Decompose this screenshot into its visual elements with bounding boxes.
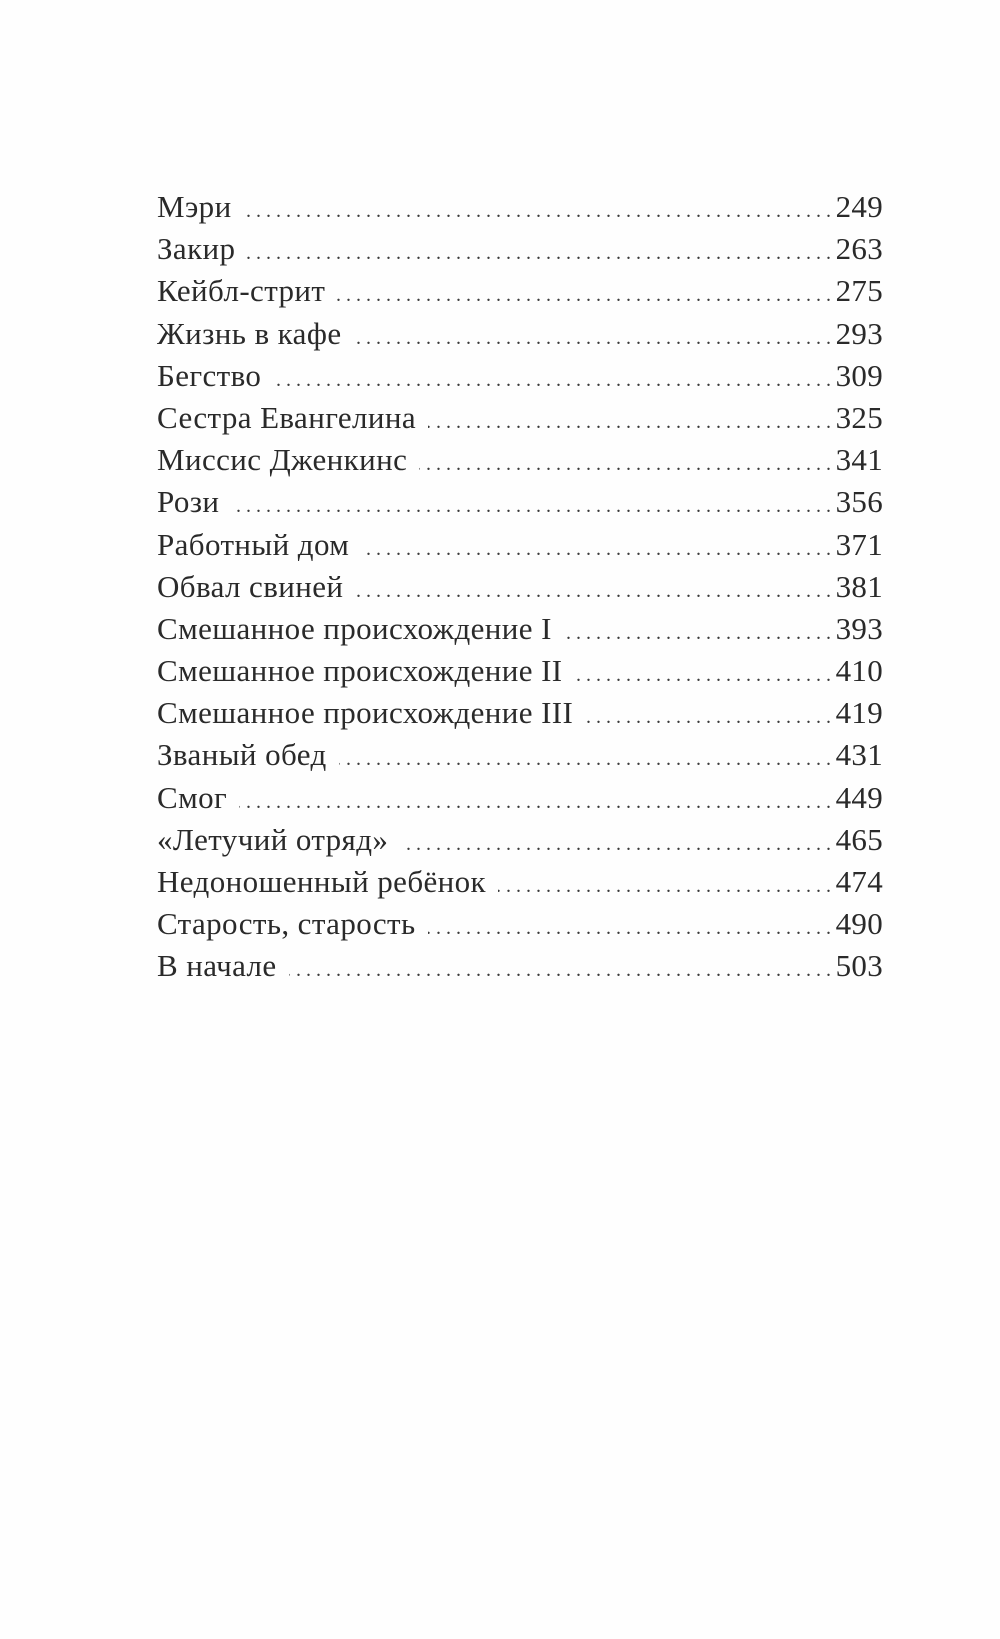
dot-leader — [585, 696, 831, 738]
toc-entry — [157, 186, 883, 228]
dot-leader — [564, 612, 831, 654]
toc-entry — [157, 397, 883, 439]
toc-entry-title: Миссис Дженкинс — [157, 442, 408, 478]
dot-leader — [353, 317, 831, 359]
toc-entry-title: Смешанное происхождение III — [157, 695, 574, 731]
toc-entry-title: Работный дом — [157, 526, 350, 562]
dot-leader — [355, 570, 831, 612]
toc-entry — [157, 313, 883, 355]
toc-entry-title: «Летучий отряд» — [157, 821, 389, 857]
toc-entry-page: 381 — [835, 568, 883, 604]
toc-entry — [157, 777, 883, 819]
toc-entry-page: 410 — [835, 653, 883, 689]
toc-entry-page: 449 — [835, 779, 883, 815]
dot-leader — [400, 823, 831, 865]
toc-entry — [157, 481, 883, 523]
toc-entry-page: 490 — [835, 906, 883, 942]
toc-entry-page: 325 — [835, 399, 883, 435]
toc-entry-title: В начале — [157, 948, 277, 984]
toc-entry-title: Рози — [157, 484, 220, 520]
toc-entry-page: 356 — [835, 484, 883, 520]
toc-entry — [157, 228, 883, 270]
dot-leader — [247, 232, 831, 274]
toc-entry-title: Закир — [157, 231, 236, 267]
toc-entry-page: 275 — [835, 273, 883, 309]
dot-leader — [419, 443, 831, 485]
dot-leader — [498, 865, 831, 907]
toc-entry-title: Званый обед — [157, 737, 327, 773]
dot-leader — [428, 907, 831, 949]
toc-entry-title: Смешанное происхождение II — [157, 653, 563, 689]
dot-leader — [244, 190, 831, 232]
toc-entry-title: Сестра Евангелина — [157, 399, 417, 435]
toc-entry-page: 309 — [835, 357, 883, 393]
toc-entry — [157, 903, 883, 945]
toc-entry-title: Смог — [157, 779, 228, 815]
toc-entry-page: 341 — [835, 442, 883, 478]
toc-entry-title: Бегство — [157, 357, 262, 393]
dot-leader — [428, 401, 831, 443]
dot-leader — [337, 274, 831, 316]
toc-entry-title: Кейбл-стрит — [157, 273, 326, 309]
table-of-contents — [157, 186, 883, 988]
toc-entry-page: 431 — [835, 737, 883, 773]
toc-entry — [157, 439, 883, 481]
dot-leader — [289, 949, 831, 991]
toc-entry — [157, 650, 883, 692]
toc-entry-title: Обвал свиней — [157, 568, 344, 604]
toc-entry-page: 263 — [835, 231, 883, 267]
toc-entry — [157, 524, 883, 566]
dot-leader — [361, 528, 831, 570]
toc-entry — [157, 608, 883, 650]
toc-entry-page: 503 — [835, 948, 883, 984]
toc-entry-page: 465 — [835, 821, 883, 857]
toc-entry-page: 419 — [835, 695, 883, 731]
toc-entry-title: Старость, старость — [157, 906, 416, 942]
toc-entry — [157, 355, 883, 397]
dot-leader — [231, 485, 831, 527]
toc-entry-title: Жизнь в кафе — [157, 315, 342, 351]
toc-entry — [157, 945, 883, 987]
toc-entry-page: 249 — [835, 189, 883, 224]
toc-entry — [157, 861, 883, 903]
toc-entry — [157, 819, 883, 861]
toc-entry — [157, 566, 883, 608]
toc-entry-page: 293 — [835, 315, 883, 351]
toc-entry — [157, 692, 883, 734]
dot-leader — [239, 781, 831, 823]
toc-entry-title: Недоношенный ребёнок — [157, 864, 487, 899]
dot-leader — [575, 654, 831, 696]
toc-entry-title: Смешанное происхождение I — [157, 610, 552, 646]
dot-leader — [273, 359, 831, 401]
toc-entry — [157, 270, 883, 312]
toc-entry-page: 474 — [835, 864, 883, 899]
dot-leader — [339, 738, 831, 780]
toc-entry-page: 393 — [835, 610, 883, 646]
toc-entry — [157, 734, 883, 776]
toc-entry-title: Мэри — [157, 189, 232, 224]
toc-entry-page: 371 — [835, 526, 883, 562]
